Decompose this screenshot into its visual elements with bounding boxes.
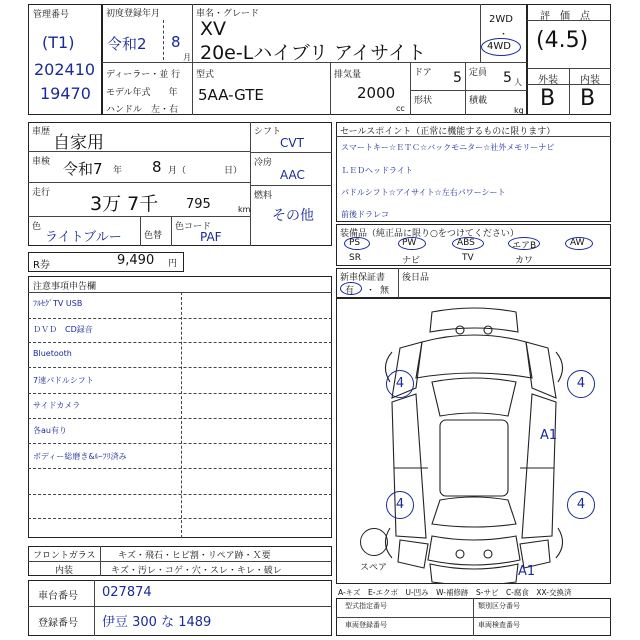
door-label: ドア xyxy=(414,68,432,78)
fuel-label: 燃料 xyxy=(254,191,273,201)
note-item: 各au有り xyxy=(33,426,67,435)
color-label: 色 xyxy=(32,222,42,232)
bottom-r1: 類別区分番号 xyxy=(478,602,520,610)
mileage-label: 走行 xyxy=(32,188,51,198)
warranty-yes: 有 xyxy=(345,286,355,296)
drive-4wd: 4WD xyxy=(487,41,511,52)
int-label: 内装 xyxy=(580,75,600,86)
use-value: 自家用 xyxy=(53,133,104,153)
capacity-value: 5 xyxy=(503,70,512,86)
shift-value: CVT xyxy=(280,136,304,150)
warranty-dot: ・ xyxy=(366,286,376,296)
equip-navi: ナビ xyxy=(402,256,421,266)
sales-item: パドルシフト☆アイサイト☆左右パワーシート xyxy=(341,188,506,197)
mileage-unit: km xyxy=(238,205,251,214)
displacement-label: 排気量 xyxy=(334,70,362,80)
model-year-label: モデル年式 年 xyxy=(106,88,178,98)
damage-a1-side: A1 xyxy=(540,428,558,443)
use-label: 車歴 xyxy=(32,127,51,137)
note-item: Bluetooth xyxy=(33,349,72,358)
glass-text: キズ・飛石・ヒビ割・リペア跡・Ｘ要 xyxy=(118,551,271,561)
rtax-label: R券 xyxy=(33,260,50,271)
plate-label: 登録番号 xyxy=(38,618,78,629)
spare-label: スペア xyxy=(360,563,388,573)
car-grade: 20e-Lハイブリ アイサイト xyxy=(200,42,426,64)
color-change-label: 色替 xyxy=(144,231,163,241)
inspection-year-unit: 年 xyxy=(113,166,123,176)
note-item: サイドカメラ xyxy=(33,401,81,410)
equip-leather: カワ xyxy=(515,256,534,266)
equip-tv: TV xyxy=(462,253,474,263)
damage-a1-rear: A1 xyxy=(518,564,536,579)
model-value: 5AA-GTE xyxy=(198,86,264,104)
inspection-month: 8 xyxy=(152,158,162,176)
sales-item: 前後ドラレコ xyxy=(341,210,389,219)
equip-abs: ABS xyxy=(457,238,475,248)
damage-mark-front-right: 4 xyxy=(567,370,595,398)
equip-airbag: エアB xyxy=(512,241,537,251)
reg-era: 令和2 xyxy=(107,35,147,53)
note-item: ＤＶＤ CD録音 xyxy=(33,325,93,334)
model-label: 型式 xyxy=(196,70,215,80)
damage-mark-rear-left: 4 xyxy=(386,491,414,519)
mileage-sub: 795 xyxy=(186,197,211,212)
inspection-era: 令和7 xyxy=(63,160,103,178)
interior-text: キズ・汚レ・コゲ・穴・スレ・キレ・破レ xyxy=(111,566,282,576)
capacity-unit: 人 xyxy=(514,78,522,87)
chassis-label: 車台番号 xyxy=(38,591,78,602)
spare-tire-icon xyxy=(360,528,388,556)
shift-label: シフト xyxy=(254,127,282,137)
int-grade: B xyxy=(580,86,596,111)
displacement-value: 2000 xyxy=(357,84,396,102)
color-code-label: 色コード xyxy=(175,222,212,232)
bottom-r2: 車両検査番号 xyxy=(478,621,520,629)
ac-value: AAC xyxy=(280,168,305,182)
color-code: PAF xyxy=(200,230,222,244)
score-value: (4.5) xyxy=(536,28,589,53)
inspection-label: 車検 xyxy=(32,157,51,167)
displacement-unit: cc xyxy=(396,104,405,113)
equip-sr: SR xyxy=(349,253,361,263)
warranty-no: 無 xyxy=(380,286,390,296)
warranty-label: 新車保証書 xyxy=(340,273,386,283)
mgmt-label: 管理番号 xyxy=(33,10,70,20)
sales-item: ＬＥＤヘッドライト xyxy=(341,166,413,175)
equip-pw: PW xyxy=(402,238,417,248)
ext-label: 外装 xyxy=(538,75,558,86)
equip-label: 装備品（純正品に限り○をつけてください） xyxy=(340,229,519,239)
inspection-month-unit: 月（ xyxy=(168,166,187,176)
fuel-value: その他 xyxy=(272,208,314,224)
chassis-value: 027874 xyxy=(102,585,152,600)
note-item: ﾌﾙｾｸﾞTV USB xyxy=(33,299,83,308)
reg-month: 8 xyxy=(171,33,181,51)
inspection-day-unit: 日） xyxy=(224,166,243,176)
reg-label: 初度登録年月 xyxy=(106,9,161,19)
equip-aw: AW xyxy=(570,238,585,248)
drive-dot: ・ xyxy=(499,30,509,40)
reg-month-unit: 月 xyxy=(183,53,191,62)
glass-label: フロントガラス xyxy=(33,551,96,561)
rtax-value: 9,490 xyxy=(117,253,155,268)
mgmt-line3: 19470 xyxy=(40,84,91,103)
ext-grade: B xyxy=(540,86,556,111)
bottom-l2: 車両登録番号 xyxy=(345,621,387,629)
car-name: XV xyxy=(200,18,227,40)
note-item: ボディー総磨き&ﾙｰﾌﾘ済み xyxy=(33,452,127,461)
mgmt-line2: 202410 xyxy=(34,60,96,79)
damage-mark-rear-right: 4 xyxy=(567,491,595,519)
equip-ps: PS xyxy=(349,238,361,248)
shape-label: 形状 xyxy=(414,96,433,106)
drive-2wd: 2WD xyxy=(489,14,513,25)
bottom-l1: 型式指定番号 xyxy=(345,602,387,610)
score-label: 評 価 点 xyxy=(540,11,590,22)
notes-label: 注意事項申告欄 xyxy=(33,282,97,292)
door-value: 5 xyxy=(453,70,462,86)
damage-mark-front-left: 4 xyxy=(386,370,414,398)
capacity-label: 定員 xyxy=(469,68,488,78)
color-value: ライトブルー xyxy=(45,230,122,245)
plate-value: 伊豆 300 な 1489 xyxy=(102,615,212,630)
mileage-value: 3万 7千 xyxy=(90,193,159,215)
note-item: 7速パドルシフト xyxy=(33,376,94,385)
load-label: 積載 xyxy=(469,96,488,106)
damage-legend: A-キズ E-エクボ U-凹み W-補修跡 S-サビ C-腐食 XX-交換済 xyxy=(338,588,572,597)
mgmt-line1: (T1) xyxy=(42,33,75,52)
dealer-label: ディーラー・並 行 xyxy=(106,70,181,80)
ac-label: 冷房 xyxy=(254,158,273,168)
handle-label: ハンドル 左・右 xyxy=(106,105,179,115)
interior-label: 内装 xyxy=(55,566,74,576)
sales-item: スマートキー☆ＥＴＣ☆バックモニター☆社外メモリーナビ xyxy=(341,143,555,152)
rtax-box xyxy=(28,252,184,272)
sales-label: セールスポイント（正常に機能するものに限ります） xyxy=(340,127,556,137)
load-unit: kg xyxy=(514,106,524,115)
car-label: 車名・グレード xyxy=(196,9,260,19)
later-label: 後日品 xyxy=(402,273,430,283)
rtax-unit: 円 xyxy=(168,259,178,269)
